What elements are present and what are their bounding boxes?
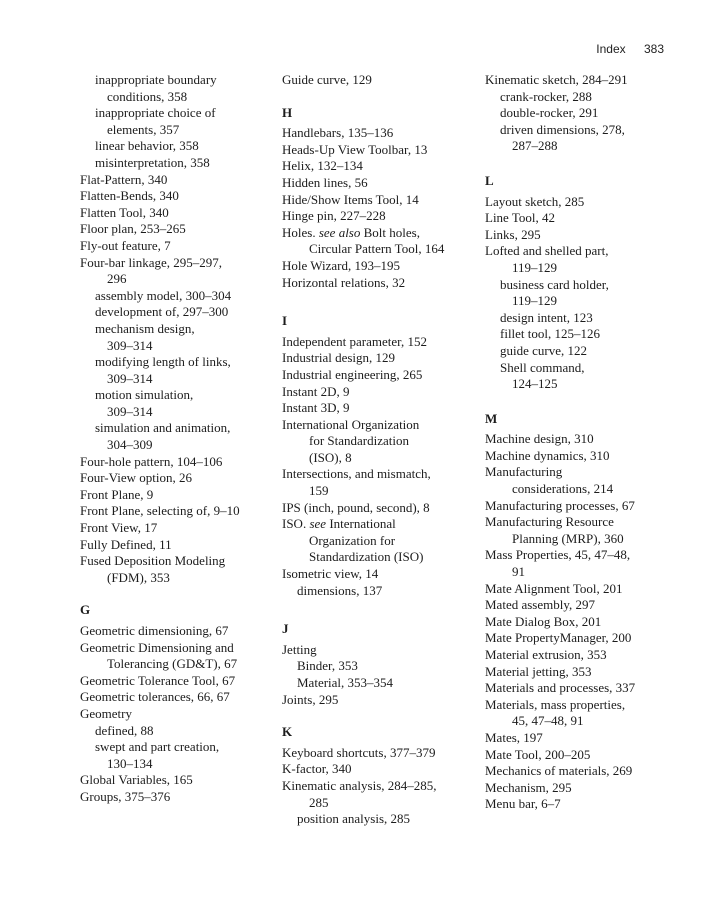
index-entry: Kinematic analysis, 284–285, 285 [282,777,437,810]
index-entry: K-factor, 340 [282,761,352,777]
index-entry: dimensions, 137 [297,582,383,598]
index-entry: Manufacturing Resource Planning (MRP), 360 [485,514,624,546]
index-entry: misinterpretation, 358 [95,154,210,170]
index-entry: Geometry [80,705,132,721]
index-column-1 [80,72,275,806]
index-entry: Geometric Dimensioning and Tolerancing (GD&T), 67 [80,639,238,672]
running-head-title: Index [596,42,626,56]
index-entry: Manufacturing processes, 67 [485,497,635,513]
index-entry: Material jetting, 353 [485,663,592,679]
section-letter-l: L [485,172,494,188]
index-entry: Four-hole pattern, 104–106 [80,453,223,469]
index-entry: Independent parameter, 152 [282,333,427,349]
index-entry: Machine design, 310 [485,431,594,447]
index-entry: Global Variables, 165 [80,772,193,788]
index-entry: Hide/Show Items Tool, 14 [282,191,419,207]
index-entry: Front Plane, selecting of, 9–10 [80,503,240,519]
index-entry: Geometric tolerances, 66, 67 [80,689,230,705]
index-entry: Instant 2D, 9 [282,383,350,399]
index-entry: Materials and processes, 337 [485,680,636,696]
index-entry: Mated assembly, 297 [485,597,595,613]
index-entry: Four-bar linkage, 295–297, 296 [80,254,222,287]
index-entry: Joints, 295 [282,691,339,707]
index-entry: Material extrusion, 353 [485,647,607,662]
index-entry: Manufacturing considerations, 214 [485,464,614,497]
index-entry: Layout sketch, 285 [485,193,585,209]
index-entry: motion simulation, 309–314 [95,387,194,419]
index-entry: Mass Properties, 45, 47–48, 91 [485,547,631,580]
index-entry: Intersections, and mismatch, 159 [282,466,431,499]
index-entry: Instant 3D, 9 [282,400,350,416]
index-entry: Fly-out feature, 7 [80,237,171,253]
index-entry: ISO. see International Organization for Standardization (ISO) [282,516,424,565]
index-entry: Keyboard shortcuts, 377–379 [282,744,436,760]
index-entry: modifying length of links, 309–314 [95,354,231,386]
index-entry: Fully Defined, 11 [80,536,172,552]
index-entry: guide curve, 122 [500,342,588,358]
index-entry: Flatten-Bends, 340 [80,188,179,204]
index-entry: inappropriate boundary conditions, 358 [95,72,217,104]
index-entry: Hole Wizard, 193–195 [282,257,401,273]
index-entry: Handlebars, 135–136 [282,125,394,141]
index-entry: Front View, 17 [80,520,158,536]
index-entry: Horizontal relations, 32 [282,274,406,290]
index-entry: Links, 295 [485,226,541,242]
index-entry: Line Tool, 42 [485,210,555,226]
index-entry: assembly model, 300–304 [95,287,232,303]
index-entry: inappropriate choice of elements, 357 [95,105,216,137]
index-entry: Mechanism, 295 [485,779,572,795]
index-entry: Mate Dialog Box, 201 [485,613,602,629]
index-entry: Mates, 197 [485,729,543,745]
index-entry: Mate Tool, 200–205 [485,746,591,762]
index-entry: business card holder, 119–129 [500,276,609,309]
index-entry: Front Plane, 9 [80,486,154,502]
index-entry: International Organization for Standardization (ISO), 8 [282,416,420,465]
index-entry: Jetting [282,641,317,657]
index-entry: linear behavior, 358 [95,138,199,154]
index-entry: Machine dynamics, 310 [485,447,610,463]
index-entry: Material, 353–354 [297,675,394,690]
index-entry: crank-rocker, 288 [500,88,592,104]
index-entry: design intent, 123 [500,309,593,325]
section-letter-g: G [80,602,91,618]
index-entry: Materials, mass properties, 45, 47–48, 91 [485,696,626,729]
index-entry: double-rocker, 291 [500,105,599,121]
index-entry: Mechanics of materials, 269 [485,763,633,779]
index-entry: Holes. see also Bolt holes, Circular Pattern Tool, 164 [282,224,445,257]
index-entry: Hinge pin, 227–228 [282,208,386,224]
index-entry: development of, 297–300 [95,304,229,320]
section-letter-k: K [282,724,293,740]
index-entry: simulation and animation, 304–309 [95,420,231,453]
index-column-3 [485,72,685,813]
index-entry: driven dimensions, 278, 287–288 [500,121,625,154]
index-entry: Flatten Tool, 340 [80,204,169,220]
index-entry: fillet tool, 125–126 [500,326,601,342]
section-letter-m: M [485,410,498,426]
index-entry: Geometric Tolerance Tool, 67 [80,672,236,688]
index-entry: Industrial engineering, 265 [282,366,423,382]
index-entry: Guide curve, 129 [282,72,372,87]
index-entry: Industrial design, 129 [282,350,396,366]
index-entry: Mate PropertyManager, 200 [485,630,632,646]
index-entry: IPS (inch, pound, second), 8 [282,499,430,515]
index-entry: position analysis, 285 [297,811,411,827]
index-entry: Fused Deposition Modeling (FDM), 353 [80,553,226,585]
index-entry: Menu bar, 6–7 [485,796,561,812]
index-entry: Lofted and shelled part, 119–129 [485,243,609,275]
index-entry: Isometric view, 14 [282,566,379,582]
index-entry: Four-View option, 26 [80,470,192,486]
index-entry: Binder, 353 [297,658,358,674]
index-entry: Heads-Up View Toolbar, 13 [282,141,428,157]
index-entry: Groups, 375–376 [80,788,171,804]
index-entry: Helix, 132–134 [282,158,363,174]
section-letter-i: I [282,313,288,329]
section-letter-j: J [282,621,289,637]
index-entry: Hidden lines, 56 [282,174,368,190]
index-entry: Shell command, 124–125 [500,359,585,392]
index-entry: swept and part creation, 130–134 [95,739,220,771]
section-letter-h: H [282,104,293,120]
index-column-2 [282,72,477,828]
index-entry: Flat-Pattern, 340 [80,171,168,187]
index-entry: defined, 88 [95,722,154,738]
running-head [596,42,664,56]
index-entry: Geometric dimensioning, 67 [80,623,229,638]
page-number: 383 [643,42,664,56]
index-entry: Floor plan, 253–265 [80,221,186,237]
index-entry: mechanism design, 309–314 [95,320,195,353]
index-entry: Kinematic sketch, 284–291 [485,72,628,87]
index-entry: Mate Alignment Tool, 201 [485,580,623,596]
